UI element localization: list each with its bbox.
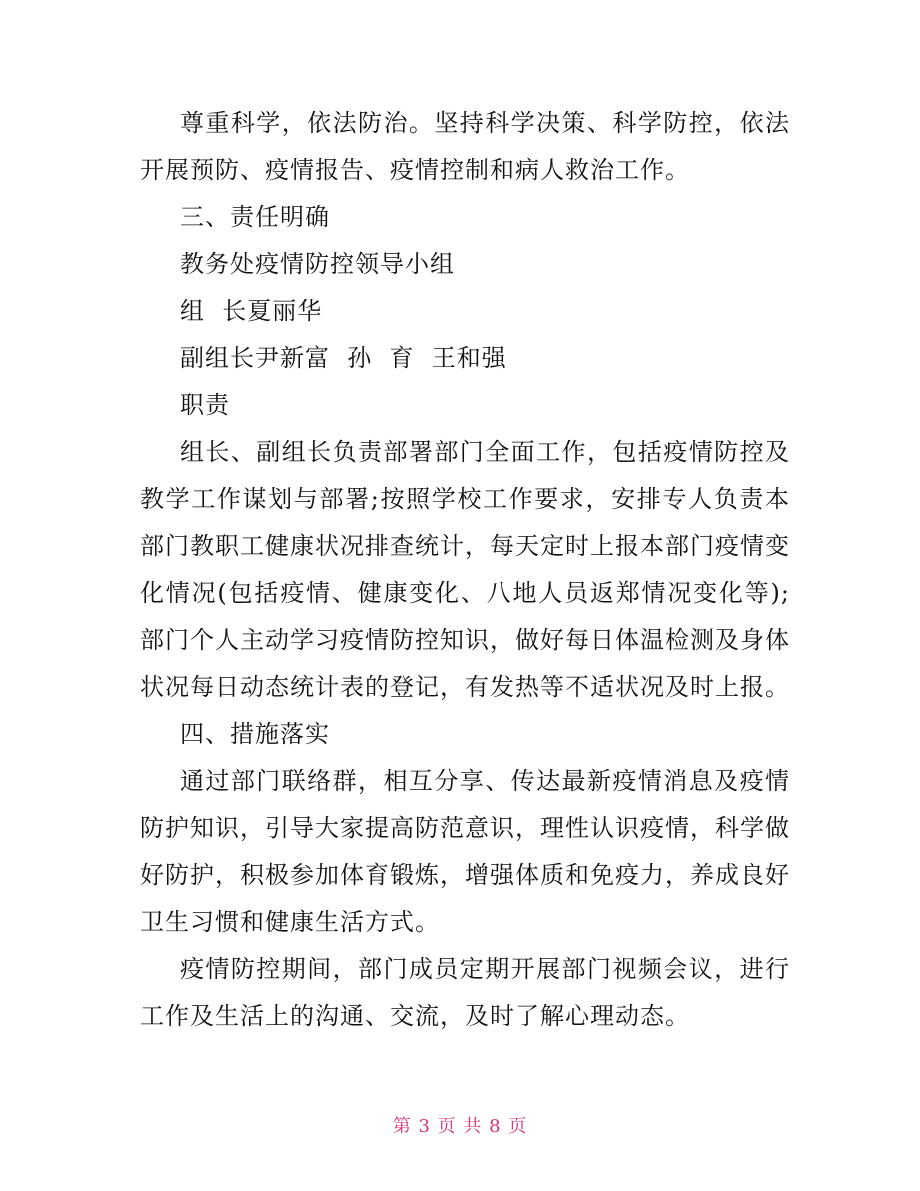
document-body [140, 100, 790, 1040]
group-title: 教务处疫情防控领导小组 [180, 250, 455, 278]
paragraph-measures-group: 通过部门联络群，相互分享、传达最新疫情消息及疫情防护知识，引导大家提高防范意识，理性认识疫情，科学做好防护，积极参加体育锻炼，增强体质和免疫力，养成良好卫生习惯和健康生活方式。 [140, 767, 790, 936]
duties-heading: 职责 [180, 391, 230, 419]
group-leader: 组 长夏丽华 [180, 297, 323, 325]
paragraph-measures-meetings: 疫情防控期间，部门成员定期开展部门视频会议，进行工作及生活上的沟通、交流，及时了解心理动态。 [140, 955, 790, 1030]
deputy-leaders: 副组长尹新富 孙 育 王和强 [180, 344, 507, 372]
section-heading-measures: 四、措施落实 [180, 720, 330, 748]
section-heading-responsibility: 三、责任明确 [180, 203, 330, 231]
paragraph-principle: 尊重科学，依法防治。坚持科学决策、科学防控，依法开展预防、疫情报告、疫情控制和病人救治工作。 [140, 109, 790, 184]
page-number-footer: 第 3 页 共 8 页 [392, 1116, 528, 1137]
paragraph-duties: 组长、副组长负责部署部门全面工作，包括疫情防控及教学工作谋划与部署;按照学校工作要求，安排专人负责本部门教职工健康状况排查统计，每天定时上报本部门疫情变化情况(包括疫情、健康变化、八地人员返郑情况变化等);部门个人主动学习疫情防控知识，做好每日体温检测及身体状况每日动态统计表的登记，有发热等不适状况及时上报。 [140, 438, 790, 701]
